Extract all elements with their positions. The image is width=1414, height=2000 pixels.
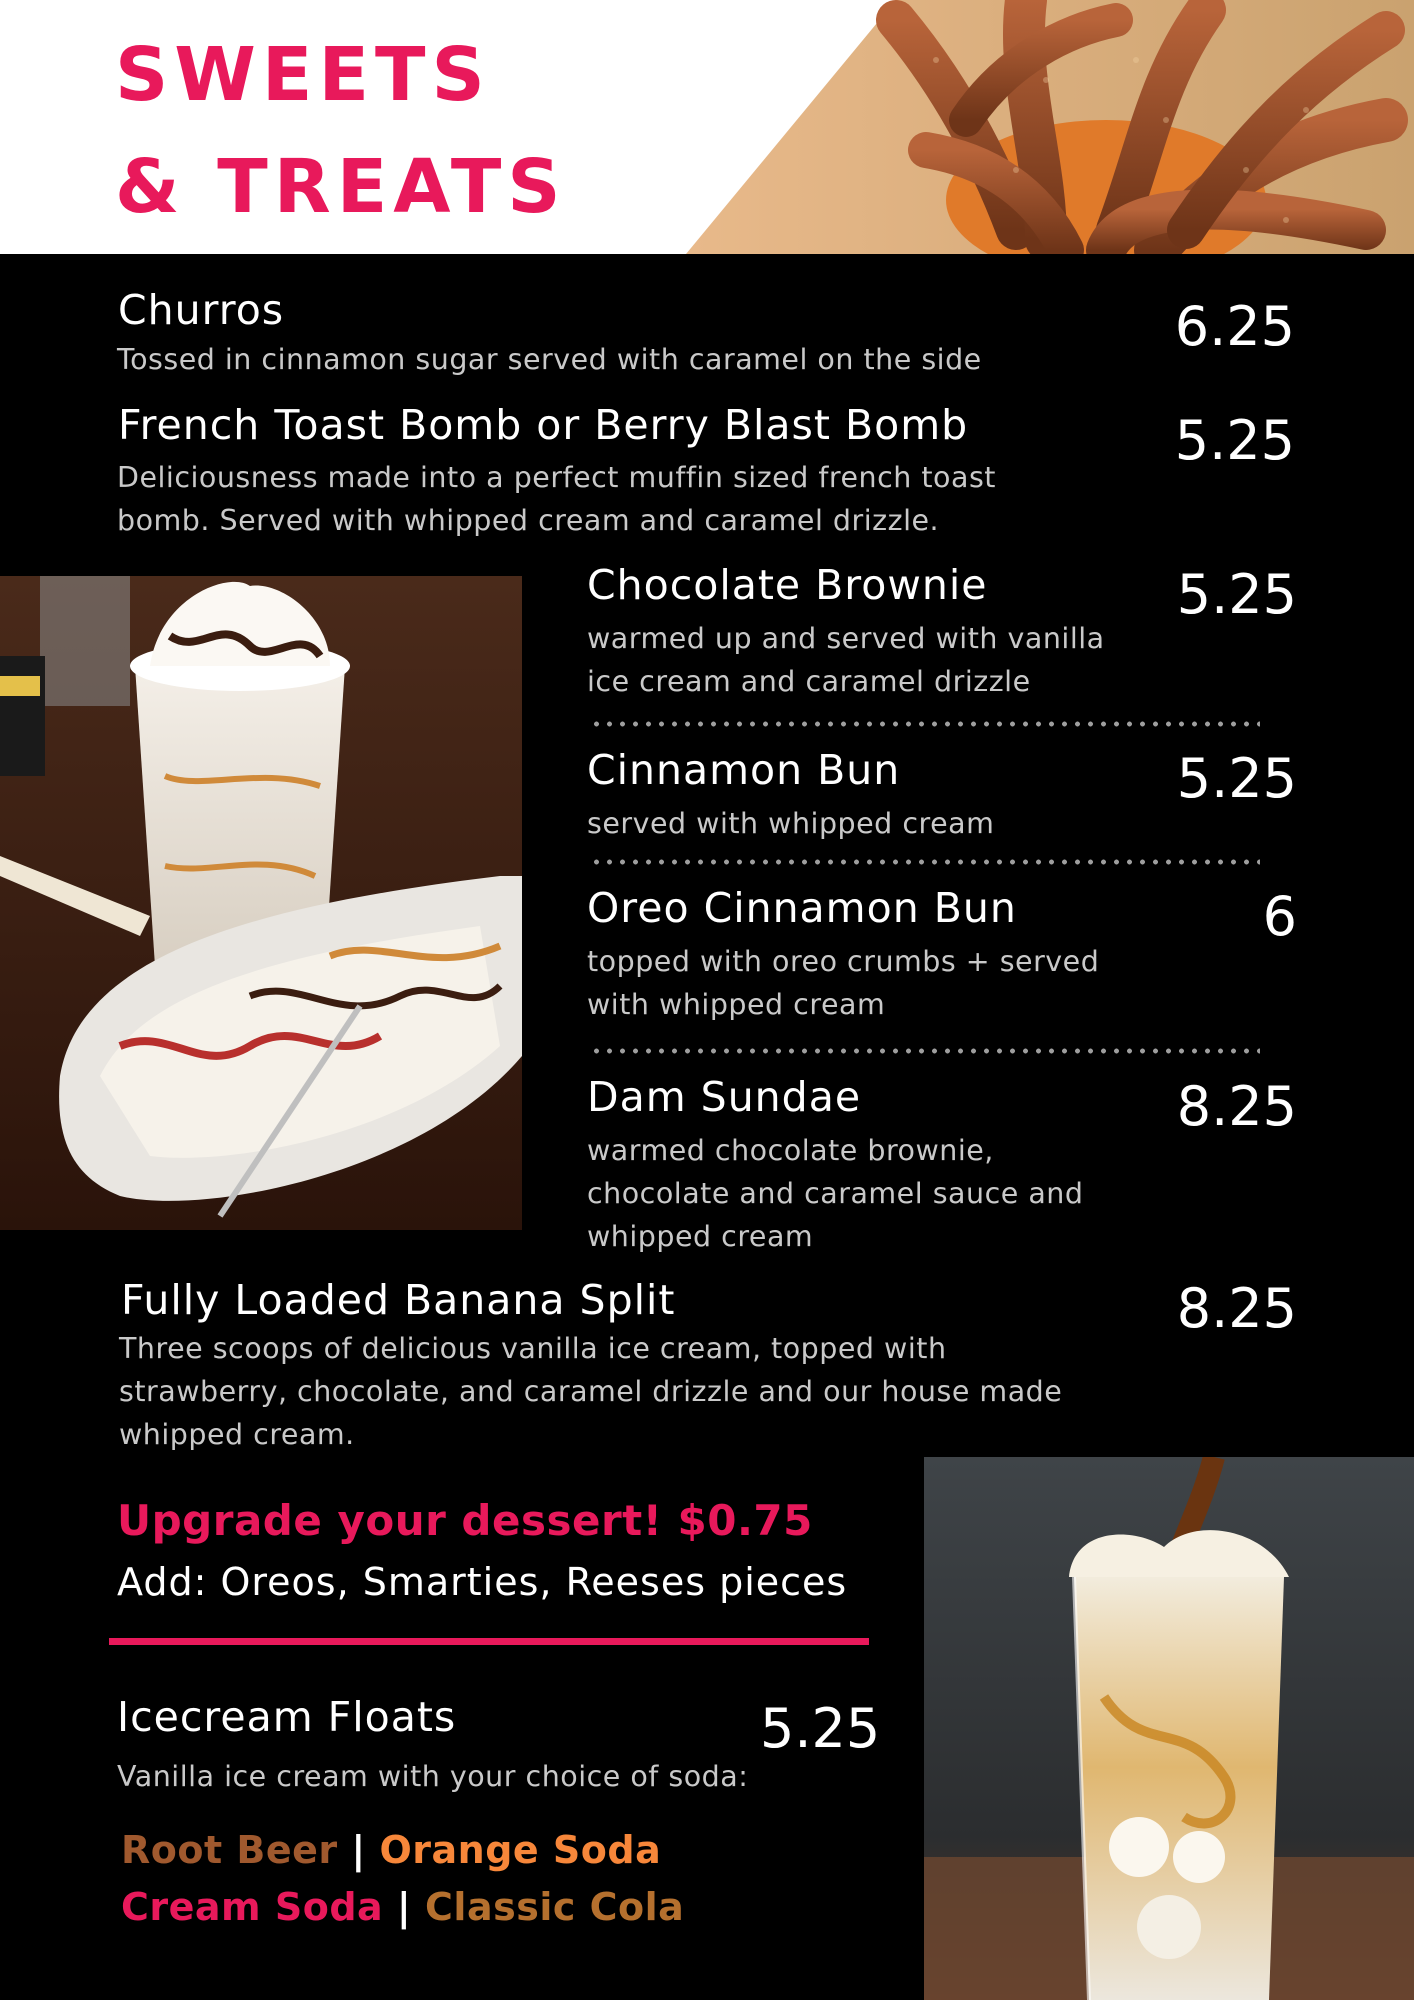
brownie-name: Chocolate Brownie — [587, 561, 988, 609]
floats-price: 5.25 — [760, 1697, 881, 1760]
cinnamon-bun-name: Cinnamon Bun — [587, 746, 901, 794]
banana-split-description-line-1: Three scoops of delicious vanilla ice cream, topped with — [119, 1332, 947, 1365]
bomb-description-line-2: bomb. Served with whipped cream and caramel drizzle. — [117, 504, 940, 537]
soda-separator: | — [351, 1828, 366, 1872]
churros-price: 6.25 — [1174, 295, 1295, 358]
sundae-description-line-1: warmed chocolate brownie, — [587, 1134, 994, 1167]
bomb-description-line-1: Deliciousness made into a perfect muffin sized french toast — [117, 461, 996, 494]
upgrade-options: Add: Oreos, Smarties, Reeses pieces — [117, 1560, 848, 1604]
soda-options-line-2 — [121, 1885, 684, 1929]
banana-split-description-line-3: whipped cream. — [119, 1418, 355, 1451]
soda-options-line-1 — [121, 1828, 661, 1872]
soda-cream-soda: Cream Soda — [121, 1885, 384, 1929]
sundae-description-line-2: chocolate and caramel sauce and — [587, 1177, 1084, 1210]
brownie-description-line-2: ice cream and caramel drizzle — [587, 665, 1031, 698]
ice-cream-float-photo — [924, 1457, 1414, 2000]
brownie-price: 5.25 — [1176, 563, 1297, 626]
banana-split-name: Fully Loaded Banana Split — [121, 1276, 676, 1324]
dotted-divider — [590, 1048, 1260, 1054]
banana-split-description-line-2: strawberry, chocolate, and caramel drizzle and our house made — [119, 1375, 1063, 1408]
oreo-bun-name: Oreo Cinnamon Bun — [587, 884, 1017, 932]
sundae-price: 8.25 — [1176, 1075, 1297, 1138]
churros-name: Churros — [118, 286, 285, 334]
churros-description: Tossed in cinnamon sugar served with caramel on the side — [117, 343, 982, 376]
oreo-bun-price: 6 — [1262, 885, 1297, 948]
churros-photo — [686, 0, 1414, 254]
menu-title-line-1: SWEETS — [115, 32, 491, 118]
upgrade-title: Upgrade your dessert! $0.75 — [117, 1496, 813, 1545]
soda-classic-cola: Classic Cola — [425, 1885, 685, 1929]
menu-header — [0, 0, 1414, 254]
brownie-description-line-1: warmed up and served with vanilla — [587, 622, 1105, 655]
floats-description: Vanilla ice cream with your choice of soda: — [117, 1760, 749, 1793]
soda-orange-soda: Orange Soda — [379, 1828, 662, 1872]
pink-divider — [109, 1638, 869, 1645]
sundae-shake-photo — [0, 576, 522, 1230]
floats-name: Icecream Floats — [117, 1693, 457, 1741]
soda-root-beer: Root Beer — [121, 1828, 338, 1872]
menu-title-line-2: & TREATS — [115, 144, 567, 230]
banana-split-price: 8.25 — [1176, 1277, 1297, 1340]
sundae-name: Dam Sundae — [587, 1073, 862, 1121]
soda-separator: | — [396, 1885, 412, 1929]
cinnamon-bun-description: served with whipped cream — [587, 807, 995, 840]
oreo-bun-description-line-2: with whipped cream — [587, 988, 886, 1021]
bomb-price: 5.25 — [1174, 409, 1295, 472]
oreo-bun-description-line-1: topped with oreo crumbs + served — [587, 945, 1100, 978]
cinnamon-bun-price: 5.25 — [1176, 747, 1297, 810]
dotted-divider — [590, 859, 1260, 865]
sundae-description-line-3: whipped cream — [587, 1220, 814, 1253]
dotted-divider — [590, 721, 1260, 727]
bomb-name: French Toast Bomb or Berry Blast Bomb — [118, 401, 969, 449]
